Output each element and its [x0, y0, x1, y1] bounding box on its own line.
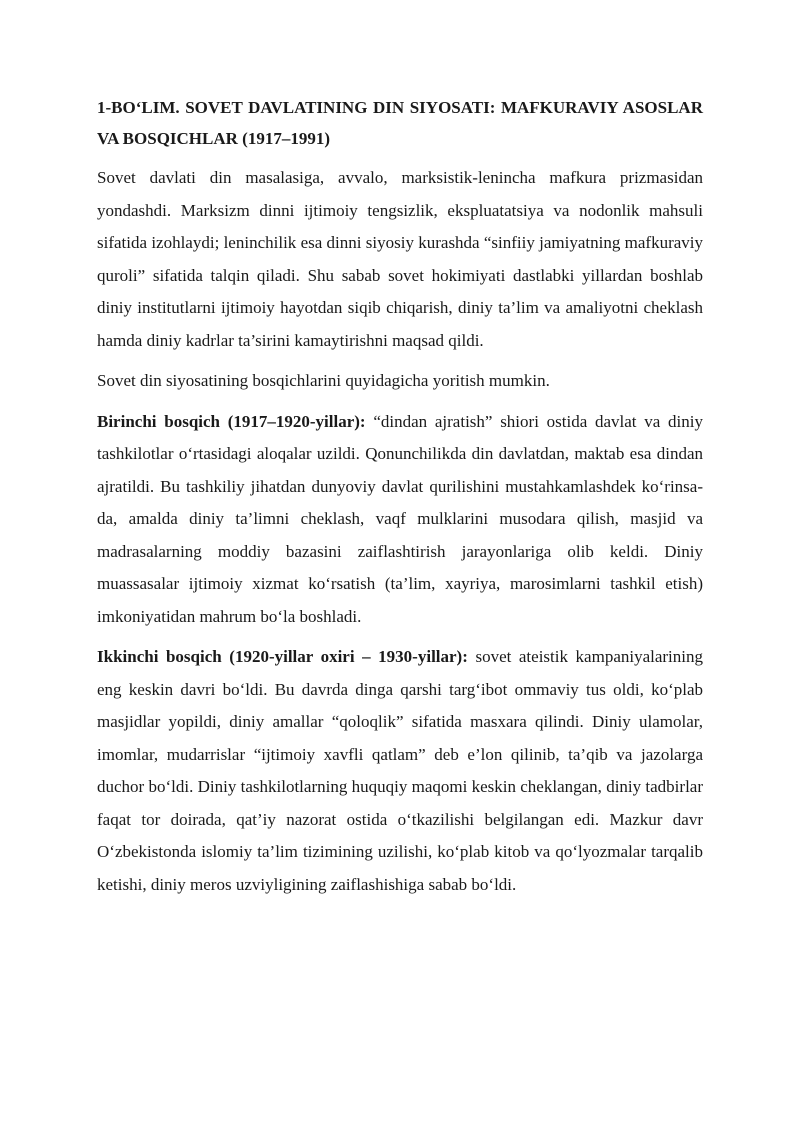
- paragraph-lead: Birinchi bosqich (1917–1920-yillar):: [97, 411, 366, 431]
- section-heading: 1-BO‘LIM. SOVET DAVLATINING DIN SIYOSATI: MAFKURAVIY ASOSLAR VA BOSQICHLAR (1917–1991): [97, 98, 703, 148]
- paragraph-second-stage: [97, 641, 703, 901]
- paragraph-text: Sovet din siyosatining bosqichlarini quyidagicha yoritish mumkin.: [97, 371, 550, 390]
- paragraph-first-stage: [97, 406, 703, 634]
- paragraph-text: sovet ateistik kampaniyalarining eng keskin davri bo‘ldi. Bu davrda dinga qarshi targ‘ibot ommaviy tus oldi, ko‘plab masjidlar yopildi, diniy amallar “qoloqlik” sifatida masxara qilindi. Diniy ulamolar, imomlar, mudarrislar “ijtimoiy xavfli qatlam” deb e’lon qilinib, ta’qib va jazolarga duchor bo‘ldi. Diniy tashkilotlarning huquqiy maqomi keskin cheklangan, diniy tadbirlar faqat tor doirada, qat’iy nazorat ostida o‘tkazilishi belgilangan edi. Mazkur davr O‘zbekistonda islomiy ta’lim tizimining uzilishi, ko‘plab kitob va qo‘lyozmalar tarqalib ketishi, diniy meros uzviyligining zaiflashishiga sabab bo‘ldi.: [97, 647, 704, 894]
- paragraph-lead: Ikkinchi bosqich (1920-yillar oxiri – 1930-yillar):: [97, 647, 468, 666]
- paragraph-text: “dindan ajratish” shiori ostida davlat va diniy tashkilotlar o‘rtasidagi aloqalar uzildi. Qonunchilikda din davlatdan, maktab esa dindan ajratildi. Bu tashkiliy jihatdan dunyoviy davlat qurilishini mustahkamlashdek ko‘rinsa-da, amalda diniy ta’limni cheklash, vaqf mulklarini musodara qilish, masjid va madrasalarning moddiy bazasini zaiflashtirish jarayonlariga olib keldi. Diniy muassasalar ijtimoiy xizmat ko‘rsatish (ta’lim, xayriya, marosimlarni tashkil etish) imkoniyatidan mahrum bo‘la boshladi.: [97, 411, 703, 626]
- paragraph-stages-intro: [97, 365, 703, 398]
- document-page: [97, 92, 703, 909]
- paragraph-intro: [97, 162, 703, 357]
- paragraph-text: Sovet davlati din masalasiga, avvalo, marksistik-lenincha mafkura prizmasidan yondashdi. Marksizm dinni ijtimoiy tengsizlik, ekspluatatsiya va nodonlik mahsuli sifatida izohlaydi; leninchilik esa dinni siyosiy kurashda “sinfiiy jamiyatning mafkuraviy quroli” sifatida talqin qiladi. Shu sabab sovet hokimiyati dastlabki yillardan boshlab diniy institutlarni ijtimoiy hayotdan siqib chiqarish, diniy ta’lim va amaliyotni cheklash hamda diniy kadrlar ta’sirini kamaytirishni maqsad qildi.: [97, 168, 703, 350]
